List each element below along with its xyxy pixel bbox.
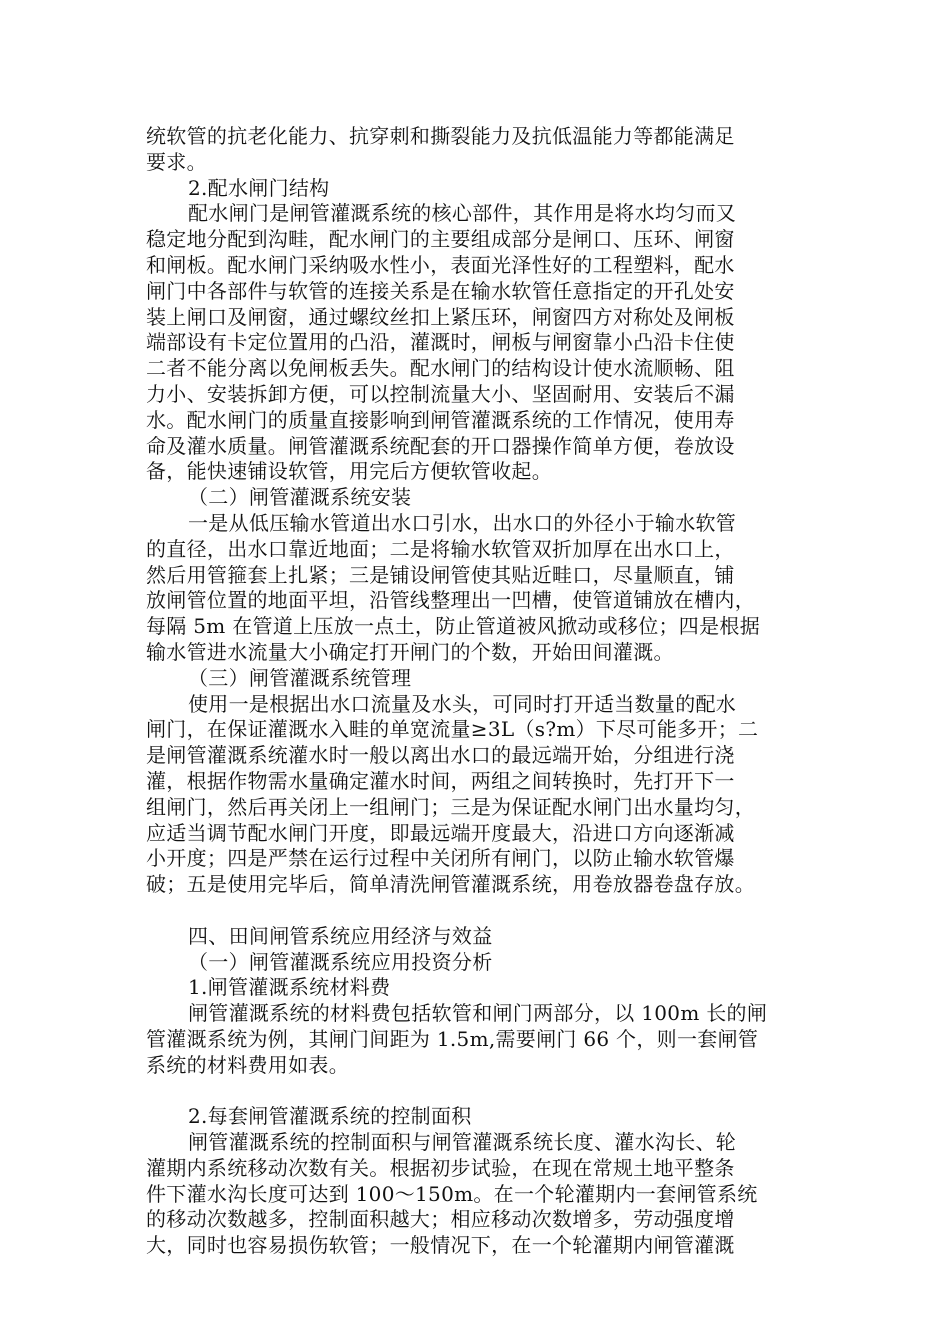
document-body — [146, 124, 806, 1259]
text-line: 四、田间闸管系统应用经济与效益 — [188, 923, 493, 948]
text-line: 小开度；四是严禁在运行过程中关闭所有闸门，以防止输水软管爆 — [146, 846, 735, 871]
text-line: 是闸管灌溉系统灌水时一般以离出水口的最远端开始，分组进行浇 — [146, 743, 735, 768]
text-line: 力小、安装拆卸方便，可以控制流量大小、坚固耐用、安装后不漏 — [146, 381, 735, 406]
text-line: 的移动次数越多，控制面积越大；相应移动次数增多，劳动强度增 — [146, 1207, 735, 1232]
text-line: 2.每套闸管灌溉系统的控制面积 — [188, 1104, 472, 1129]
text-line: 管灌溉系统为例，其闸门间距为 1.5m,需要闸门 66 个，则一套闸管 — [146, 1026, 759, 1051]
text-line: 端部设有卡定位置用的凸沿，灌溉时，闸板与闸窗靠小凸沿卡住使 — [146, 330, 735, 355]
text-line: （二）闸管灌溉系统安装 — [188, 485, 412, 510]
text-line: 备，能快速铺设软管，用完后方便软管收起。 — [146, 459, 552, 484]
text-line: 1.闸管灌溉系统材料费 — [188, 975, 391, 1000]
text-line: 应适当调节配水闸门开度，即最远端开度最大，沿进口方向逐渐减 — [146, 820, 735, 845]
text-line: 灌期内系统移动次数有关。根据初步试验，在现在常规土地平整条 — [146, 1155, 735, 1180]
text-line: 闸门，在保证灌溉水入畦的单宽流量≥3L（s?m）下尽可能多开；二 — [146, 717, 759, 742]
text-line: 一是从低压输水管道出水口引水，出水口的外径小于输水软管 — [188, 510, 737, 535]
text-line: 和闸板。配水闸门采纳吸水性小，表面光泽性好的工程塑料，配水 — [146, 252, 735, 277]
text-line: 灌，根据作物需水量确定灌水时间，两组之间转换时，先打开下一 — [146, 768, 735, 793]
text-line: 每隔 5m 在管道上压放一点土，防止管道被风掀动或移位；四是根据 — [146, 614, 761, 639]
text-line: 要求。 — [146, 149, 207, 174]
text-line: 闸管灌溉系统的控制面积与闸管灌溉系统长度、灌水沟长、轮 — [188, 1130, 737, 1155]
text-line: 闸管灌溉系统的材料费包括软管和闸门两部分，以 100m 长的闸 — [188, 1001, 768, 1026]
text-line: 大，同时也容易损伤软管；一般情况下，在一个轮灌期内闸管灌溉 — [146, 1233, 735, 1258]
text-line: 统软管的抗老化能力、抗穿刺和撕裂能力及抗低温能力等都能满足 — [146, 124, 735, 148]
text-line: 然后用管箍套上扎紧；三是铺设闸管使其贴近畦口，尽量顺直，铺 — [146, 562, 735, 587]
text-line: 2.配水闸门结构 — [188, 175, 330, 200]
text-line: 命及灌水质量。闸管灌溉系统配套的开口器操作简单方便，卷放设 — [146, 433, 735, 458]
text-line: 系统的材料费用如表。 — [146, 1052, 349, 1077]
text-line: 配水闸门是闸管灌溉系统的核心部件，其作用是将水均匀而又 — [188, 201, 737, 226]
blank-line — [146, 1078, 806, 1104]
text-line: 的直径，出水口靠近地面；二是将输水软管双折加厚在出水口上， — [146, 536, 735, 561]
text-line: 破；五是使用完毕后，简单清洗闸管灌溉系统，用卷放器卷盘存放。 — [146, 872, 755, 897]
text-line: 输水管进水流量大小确定打开闸门的个数，开始田间灌溉。 — [146, 639, 674, 664]
text-line: （三）闸管灌溉系统管理 — [188, 665, 412, 690]
text-line: 组闸门，然后再关闭上一组闸门；三是为保证配水闸门出水量均匀， — [146, 794, 755, 819]
text-line: 水。配水闸门的质量直接影响到闸管灌溉系统的工作情况，使用寿 — [146, 407, 735, 432]
text-line: 使用一是根据出水口流量及水头，可同时打开适当数量的配水 — [188, 691, 737, 716]
text-line: 件下灌水沟长度可达到 100～150m。在一个轮灌期内一套闸管系统 — [146, 1181, 758, 1206]
text-line: 二者不能分离以免闸板丢失。配水闸门的结构设计使水流顺畅、阻 — [146, 356, 735, 381]
text-line: 装上闸口及闸窗，通过螺纹丝扣上紧压环，闸窗四方对称处及闸板 — [146, 304, 735, 329]
blank-line — [146, 898, 806, 924]
text-line: 闸门中各部件与软管的连接关系是在输水软管任意指定的开孔处安 — [146, 278, 735, 303]
text-line: 稳定地分配到沟畦，配水闸门的主要组成部分是闸口、压环、闸窗 — [146, 227, 735, 252]
text-line: （一）闸管灌溉系统应用投资分析 — [188, 949, 493, 974]
text-line: 放闸管位置的地面平坦，沿管线整理出一凹槽，使管道铺放在槽内， — [146, 588, 755, 613]
